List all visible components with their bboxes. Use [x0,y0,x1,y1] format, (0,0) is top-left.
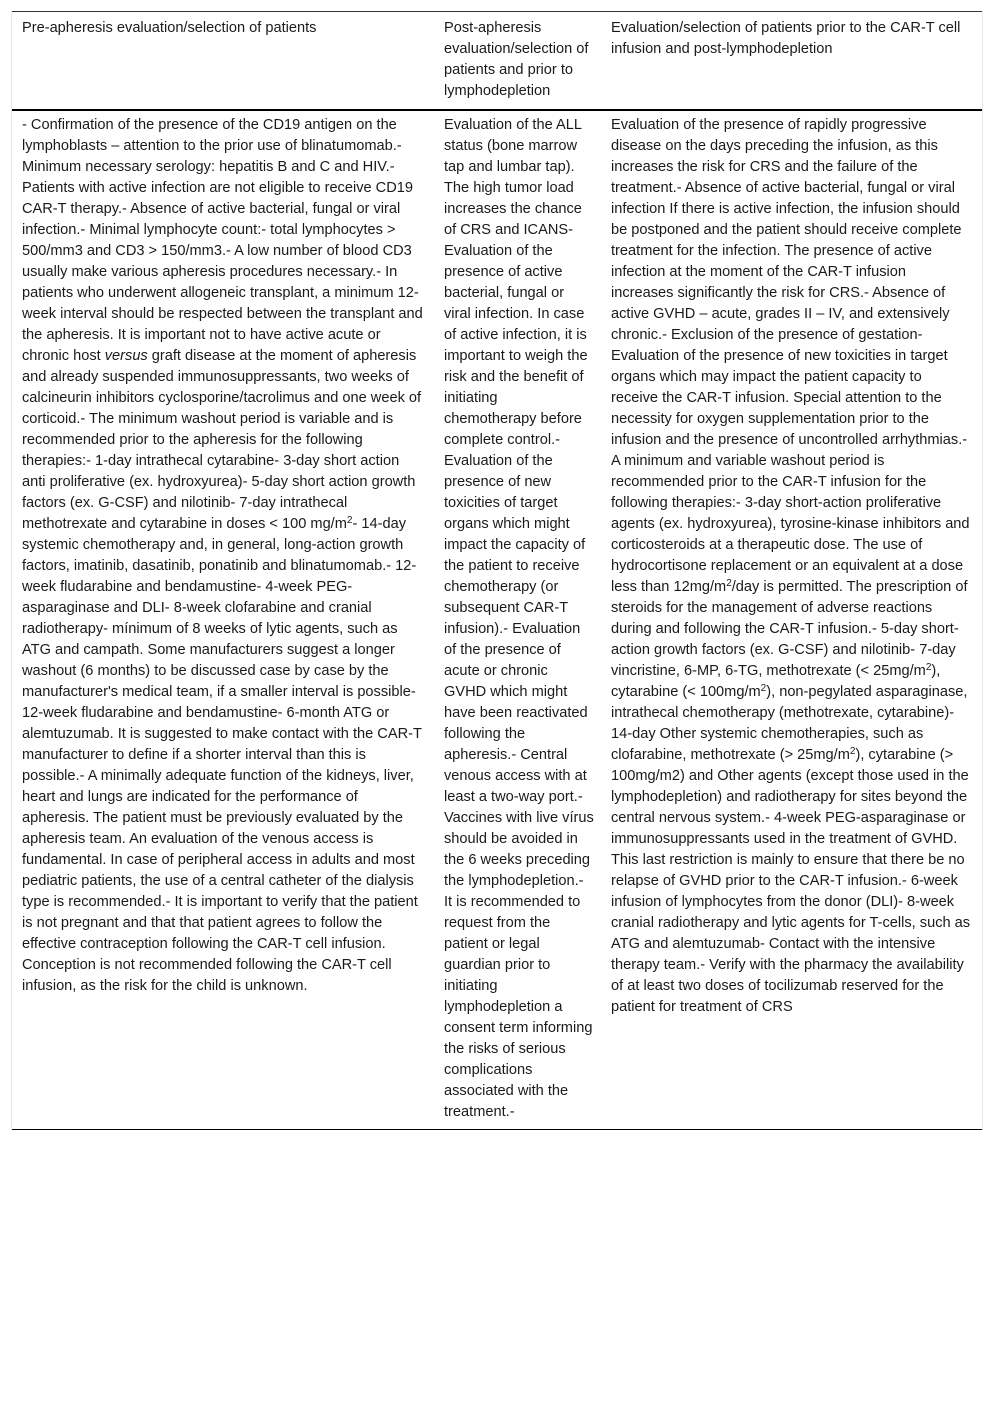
table-row [12,110,982,1130]
table-body [12,110,982,1130]
cell-pre-infusion [602,110,982,1130]
cell-text: ), non-pegylated asparaginase, intrathecal chemotherapy (methotrexate, cytarabine)- 14-day Other systemic chemotherapies, such as clofarabine, methotrexate (> 25mg/m [611,684,968,763]
italic-text: versus [104,348,148,364]
superscript: 2 [346,515,353,526]
header-post-apheresis: Post-apheresis evaluation/selection of patients and prior to lymphodepletion [436,12,602,111]
cell-text: Evaluation of the presence of rapidly progressive disease on the days preceding the infusion, as this increases the risk for CRS and the failure of the treatment.- Absence of active bacterial, fungal or viral infection If there is active infection, the infusion should be postponed and the patient should receive complete treatment for the infection. The presence of active infection at the moment of the CAR-T infusion increases significantly the risk for CRS.- Absence of active GVHD – acute, grades II – IV, and extensively chronic.- Exclusion of the presence of gestation- Evaluation of the presence of new toxicities in target organs which may impact the patient capacity to receive the CAR-T infusion. Special attention to the necessity for oxygen supplementation prior to the infusion and the presence of uncontrolled arrhythmias.- A minimum and variable washout period is recommended prior to the CAR-T infusion for the following therapies:- 3-day short-action proliferative agents (ex. hydroxyurea), tyrosine-kinase inhibitors and corticosteroids at a therapeutic dose. The use of hydrocortisone replacement or an equivalent at a dose less than 12mg/m [611,117,970,595]
superscript: 2 [925,662,932,673]
header-row [12,12,982,111]
table-header [12,12,982,111]
cell-text: - 14-day systemic chemotherapy and, in general, long-action growth factors, imatinib, dasatinib, ponatinib and blinatumomab.- 12-week fludarabine and bendamustine- 4-week PEG-asparaginase and DLI- 8-week clofarabine and cranial radiotherapy- mínimum of 8 weeks of lytic agents, such as ATG and campath. Some manufacturers suggest a longer washout (6 months) to be discussed case by case by the manufacturer's medical team, if a smaller interval is possible- 12-week fludarabine and bendamustine- 6-month ATG or alemtuzumab. It is suggested to make contact with the CAR-T manufacturer to define if a shorter interval than this is possible.- A minimally adequate function of the kidneys, liver, heart and lungs are indicated for the performance of apheresis. The patient must be previously evaluated by the apheresis team. An evaluation of the venous access is fundamental. In case of peripheral access in adults and most pediatric patients, the use of a central catheter of the dialysis type is recommended.- It is important to verify that the patient is not pregnant and that that patient agrees to follow the effective contraception following the CAR-T cell infusion. Conception is not recommended following the CAR-T cell infusion, as the risk for the child is unknown. [22,516,422,994]
cell-text: /day is permitted. The prescription of steroids for the management of adverse reactions during and following the CAR-T infusion.- 5-day short-action growth factors (ex. G-CSF) and nilotinib- 7-day vincristine, 6-MP, 6-TG, methotrexate (< 25mg/m [611,579,968,679]
cell-post-apheresis [436,110,602,1130]
superscript: 2 [760,683,767,694]
superscript: 2 [849,746,856,757]
header-pre-infusion: Evaluation/selection of patients prior to the CAR-T cell infusion and post-lymphodepletion [602,12,982,111]
cell-text: ), cytarabine (< 100mg/m [611,663,941,700]
cell-text: - Confirmation of the presence of the CD19 antigen on the lymphoblasts – attention to the prior use of blinatumomab.- Minimum necessary serology: hepatitis B and C and HIV.- Patients with active infection are not eligible to receive CD19 CAR-T therapy.- Absence of active bacterial, fungal or viral infection.- Minimal lymphocyte count:- total lymphocytes > 500/mm3 and CD3 > 150/mm3.- A low number of blood CD3 usually make various apheresis procedures necessary.- In patients who underwent allogeneic transplant, a minimum 12-week interval should be respected between the transplant and the apheresis. It is important not to have active acute or chronic host [22,117,423,364]
cell-text: graft disease at the moment of apheresis and already suspended immunosuppressants, two weeks of calcineurin inhibitors cyclosporine/tacrolimus and one week of corticoid.- The minimum washout period is variable and is recommended prior to the apheresis for the following therapies:- 1-day intrathecal cytarabine- 3-day short action anti proliferative (ex. hydroxyurea)- 5-day short action growth factors (ex. G-CSF) and nilotinib- 7-day intrathecal methotrexate and cytarabine in doses < 100 mg/m [22,348,422,532]
cell-pre-apheresis [12,110,436,1130]
cell-text: Evaluation of the ALL status (bone marrow tap and lumbar tap). The high tumor load increases the chance of CRS and ICANS- Evaluation of the presence of active bacterial, fungal or viral infection. In case of active infection, it is important to weigh the risk and the benefit of initiating chemotherapy before complete control.- Evaluation of the presence of new toxicities of target organs which might impact the capacity of the patient to receive chemotherapy (or subsequent CAR-T infusion).- Evaluation of the presence of acute or chronic GVHD which might have been reactivated following the apheresis.- Central venous access with at least a two-way port.- Vaccines with live vírus should be avoided in the 6 weeks preceding the lymphodepletion.- It is recommended to request from the patient or legal guardian prior to initiating lymphodepletion a consent term informing the risks of serious complications associated with the treatment.- [444,117,594,1120]
evaluation-table [12,11,982,1130]
evaluation-table-container [11,11,983,1130]
header-pre-apheresis: Pre-apheresis evaluation/selection of patients [12,12,436,111]
superscript: 2 [726,578,732,589]
cell-text: ), cytarabine (> 100mg/m2) and Other agents (except those used in the lymphodepletion) and radiotherapy for sites beyond the central nervous system.- 4-week PEG-asparaginase or immunosuppressants used in the treatment of GVHD. This last restriction is mainly to ensure that there be no relapse of GVHD prior to the CAR-T infusion.- 6-week infusion of lymphocytes from the donor (DLI)- 8-week cranial radiotherapy and lytic agents for T-cells, such as ATG and alemtuzumab- Contact with the intensive therapy team.- Verify with the pharmacy the availability of at least two doses of tocilizumab reserved for the patient for treatment of CRS [611,747,971,1015]
